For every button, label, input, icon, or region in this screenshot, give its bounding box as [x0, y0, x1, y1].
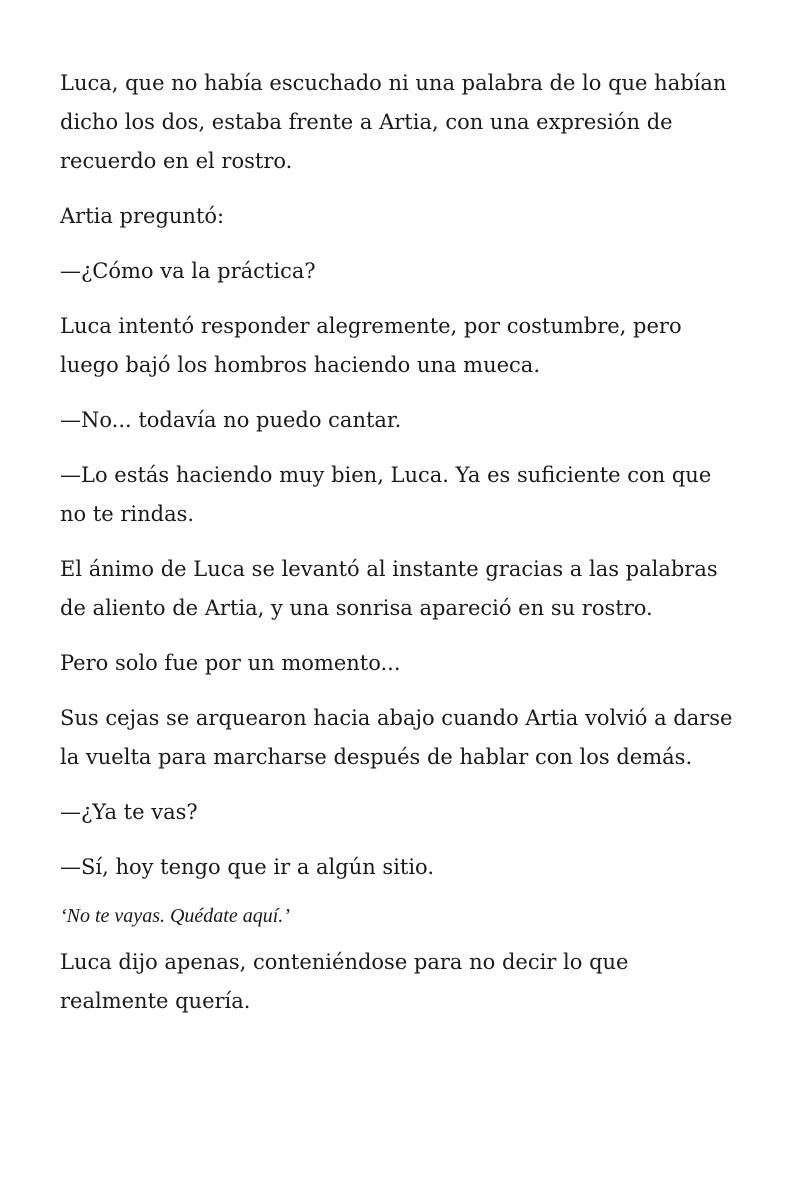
paragraph: Luca, que no había escuchado ni una palabra de lo que habían dicho los dos, estaba frente a Artia, con una expresión de recuerdo en el rostro. [60, 71, 727, 173]
paragraph: —¿Ya te vas? [60, 800, 198, 824]
paragraph: —Sí, hoy tengo que ir a algún sitio. [60, 855, 435, 879]
thought-paragraph: ‘No te vayas. Quédate aquí.’ [60, 905, 290, 927]
paragraph: Luca dijo apenas, conteniéndose para no decir lo que realmente quería. [60, 950, 629, 1013]
reader-page [60, 64, 740, 1037]
paragraph: —¿Cómo va la práctica? [60, 259, 316, 283]
paragraph: —No... todavía no puedo cantar. [60, 408, 402, 432]
paragraph: Artia preguntó: [60, 204, 225, 228]
paragraph: —Lo estás haciendo muy bien, Luca. Ya es suficiente con que no te rindas. [60, 463, 712, 526]
paragraph: Luca intentó responder alegremente, por costumbre, pero luego bajó los hombros haciendo una mueca. [60, 314, 682, 377]
paragraph: Sus cejas se arquearon hacia abajo cuando Artia volvió a darse la vuelta para marcharse después de hablar con los demás. [60, 706, 733, 769]
paragraph: Pero solo fue por un momento... [60, 651, 401, 675]
paragraph: El ánimo de Luca se levantó al instante gracias a las palabras de aliento de Artia, y una sonrisa apareció en su rostro. [60, 557, 718, 620]
